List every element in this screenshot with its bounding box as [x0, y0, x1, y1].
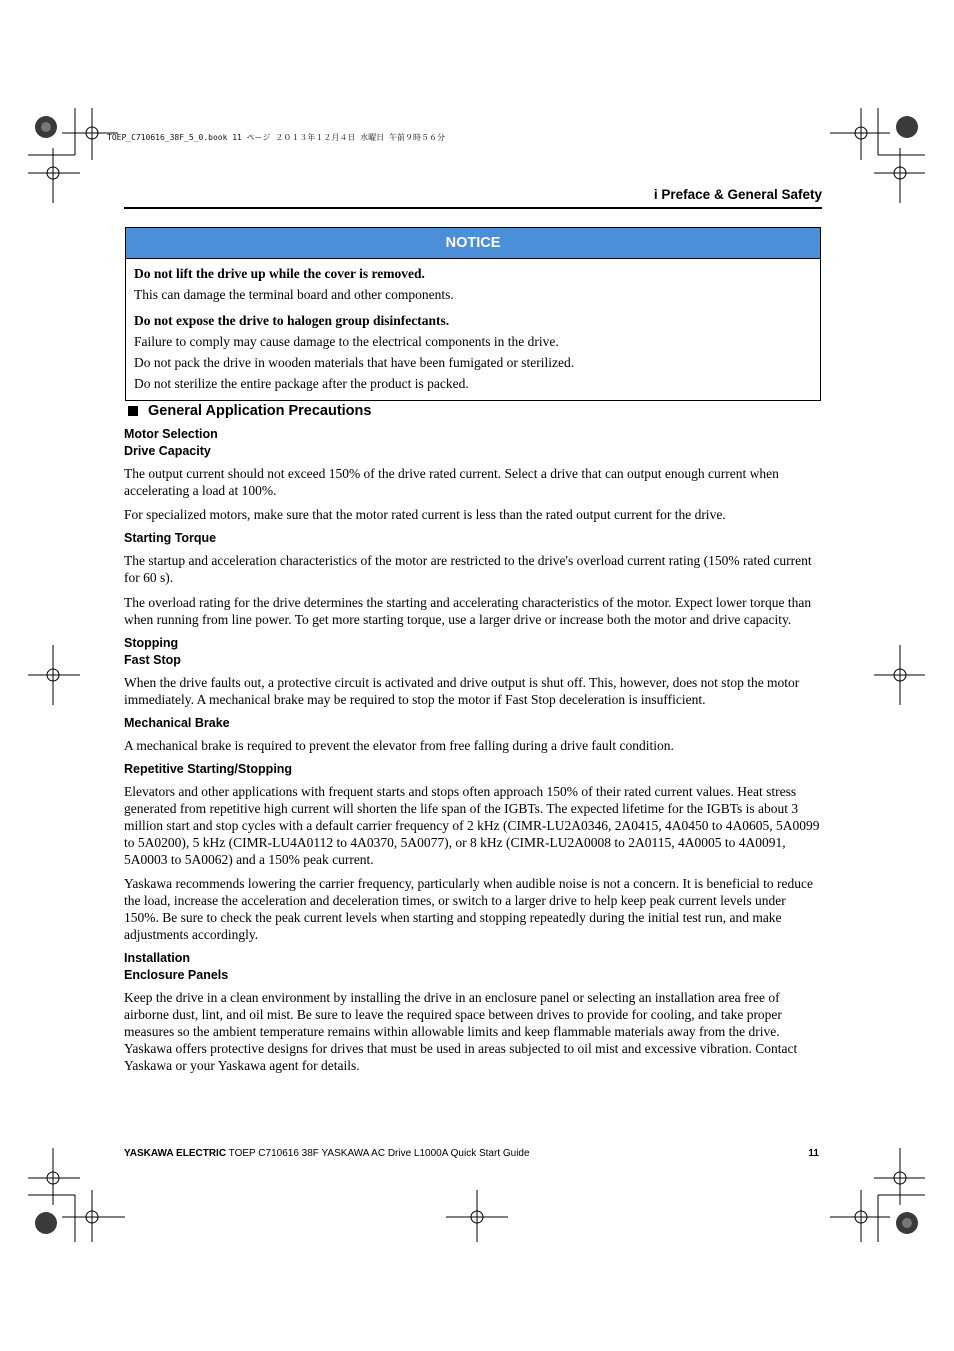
enclosure-para1: Keep the drive in a clean environment by installing the drive in an enclosure panel or selecting an installation area free of airborne dust, lint, and oil mist. Be sure to leave the required space between drives to provide for cooling, and take proper measures so the ambient temperature remains within allowable limits and keep flammable materials away from the drive. Yaskawa offers protective designs for drives that must be used in areas subjected to oil mist and excessive vibration. Contact Yaskawa or your Yaskawa agent for details. [124, 990, 798, 1073]
heading-installation: Installation [124, 951, 190, 965]
notice-item2-heading: Do not expose the drive to halogen group disinfectants. [134, 313, 450, 328]
notice-item2-line2: Do not pack the drive in wooden materials that have been fumigated or sterilized. [134, 355, 575, 370]
repetitive-para1: Elevators and other applications with frequent starts and stops often approach 150% of their rated current values. Heat stress generated from repetitive high current will shorten the life span of the IGBTs. The expected lifetime for the IGBTs is about 3 million start and stop cycles with a default carrier frequency of 2 kHz (CIMR-LU2A0346, 2A0415, 4A0450 to 4A0605, 5A0099 to 5A0200), 5 kHz (CIMR-LU4A0112 to 4A0370, 5A0077), or 8 kHz (CIMR-LU2A0008 to 2A0115, 4A0005 to 4A0091, 5A0003 to 5A0062) and a 150% peak current. [124, 784, 820, 867]
heading-drive-capacity: Drive Capacity [124, 444, 211, 458]
drive-capacity-para1: The output current should not exceed 150% of the drive rated current. Select a drive that can output enough current when accelerating a load at 100%. [124, 466, 779, 498]
footer-brand: YASKAWA ELECTRIC [124, 1148, 227, 1159]
heading-enclosure-panels: Enclosure Panels [124, 968, 229, 982]
book-file-line: TOEP_C710616_38F_5_0.book 11 ページ ２０１３年１２月４日 水曜日 午前９時５６分 [107, 133, 445, 142]
page-number: 11 [808, 1148, 819, 1159]
heading-stopping: Stopping [124, 636, 179, 650]
section-title: General Application Precautions [148, 403, 372, 419]
starting-torque-para1: The startup and acceleration characteristics of the motor are restricted to the drive's overload current rating (150% rated current for 60 s). [124, 553, 812, 585]
starting-torque-para2: The overload rating for the drive determines the starting and accelerating characteristics of the motor. Expect lower torque than when running from line power. To get more starting torque, use a larger drive or increase both the motor and drive capacity. [124, 595, 812, 627]
notice-title: NOTICE [126, 228, 820, 259]
heading-motor-selection: Motor Selection [124, 427, 218, 441]
heading-repetitive: Repetitive Starting/Stopping [124, 762, 293, 776]
fast-stop-para1: When the drive faults out, a protective circuit is activated and drive output is shut off. This, however, does not stop the motor immediately. A mechanical brake may be required to stop the motor if Fast Stop deceleration is insufficient. [124, 675, 800, 707]
running-header: i Preface & General Safety [653, 187, 822, 202]
notice-item1-text: This can damage the terminal board and other components. [134, 287, 454, 302]
notice-item2-line3: Do not sterilize the entire package after the product is packed. [134, 376, 469, 391]
section-heading [128, 400, 822, 422]
drive-capacity-para2: For specialized motors, make sure that the motor rated current is less than the rated output current for the drive. [124, 507, 726, 522]
main-content [124, 400, 822, 1074]
notice-item1-heading: Do not lift the drive up while the cover is removed. [134, 266, 425, 281]
heading-fast-stop: Fast Stop [124, 653, 181, 667]
heading-mechanical-brake: Mechanical Brake [124, 716, 230, 730]
repetitive-para2: Yaskawa recommends lowering the carrier frequency, particularly when audible noise is not a concern. It is beneficial to reduce the load, increase the acceleration and deceleration times, or switch to a larger drive to help keep peak current levels under 150%. Be sure to check the peak current levels when starting and stopping repeatedly during the initial test run, and make adjustments accordingly. [124, 876, 813, 942]
footer-doc: TOEP C710616 38F YASKAWA AC Drive L1000A Quick Start Guide [226, 1148, 530, 1159]
mechanical-brake-para1: A mechanical brake is required to prevent the elevator from free falling during a drive fault condition. [124, 738, 674, 753]
footer-text [124, 1148, 530, 1159]
notice-box [125, 227, 821, 401]
square-bullet-icon [128, 406, 138, 416]
heading-starting-torque: Starting Torque [124, 531, 217, 545]
notice-item2-line1: Failure to comply may cause damage to the electrical components in the drive. [134, 334, 559, 349]
header-rule [124, 207, 822, 209]
